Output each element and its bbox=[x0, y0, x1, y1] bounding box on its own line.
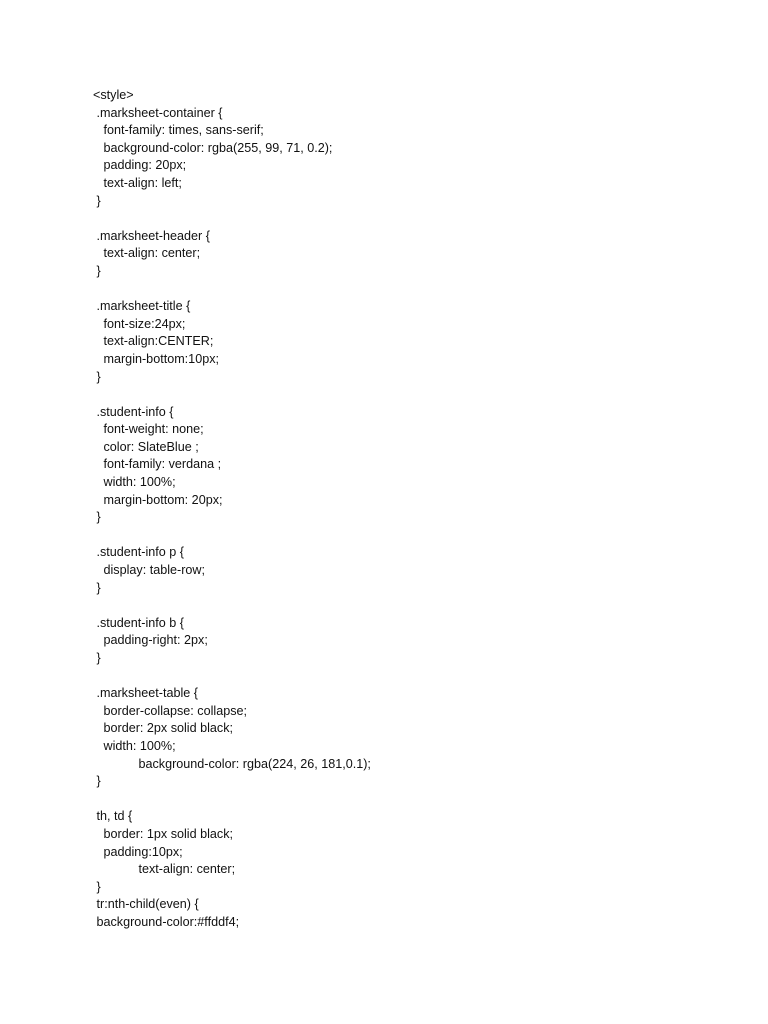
code-line: text-align: center; bbox=[93, 862, 236, 877]
code-line: .marksheet-title { bbox=[93, 299, 191, 314]
code-line: text-align: left; bbox=[93, 175, 182, 190]
code-line: border: 2px solid black; bbox=[93, 721, 234, 736]
code-line: } bbox=[93, 510, 101, 525]
blank-line bbox=[93, 527, 733, 545]
code-line: background-color: rgba(255, 99, 71, 0.2); bbox=[93, 140, 333, 155]
code-line: margin-bottom: 20px; bbox=[93, 492, 223, 507]
code-line: } bbox=[93, 879, 101, 894]
code-line: font-family: verdana ; bbox=[93, 457, 222, 472]
code-line: font-family: times, sans-serif; bbox=[93, 123, 264, 138]
code-line: } bbox=[93, 193, 101, 208]
blank-line bbox=[93, 386, 733, 404]
code-line: border-collapse: collapse; bbox=[93, 703, 248, 718]
blank-line bbox=[93, 791, 733, 809]
code-line: background-color: rgba(224, 26, 181,0.1); bbox=[93, 756, 371, 771]
code-line: <style> bbox=[93, 88, 134, 102]
code-line: background-color:#ffddf4; bbox=[93, 914, 240, 929]
code-line: .student-info b { bbox=[93, 615, 185, 630]
code-line: font-weight: none; bbox=[93, 422, 204, 437]
code-line: text-align:CENTER; bbox=[93, 334, 214, 349]
code-line: margin-bottom:10px; bbox=[93, 351, 219, 366]
code-line: font-size:24px; bbox=[93, 316, 186, 331]
code-line: .student-info { bbox=[93, 404, 174, 419]
code-line: .marksheet-header { bbox=[93, 228, 210, 243]
code-line: } bbox=[93, 263, 101, 278]
code-line: border: 1px solid black; bbox=[93, 826, 234, 841]
code-line: padding-right: 2px; bbox=[93, 633, 208, 648]
code-line: } bbox=[93, 580, 101, 595]
code-line: width: 100%; bbox=[93, 475, 176, 490]
code-line: .marksheet-table { bbox=[93, 686, 198, 701]
code-line: display: table-row; bbox=[93, 563, 205, 578]
code-line: padding: 20px; bbox=[93, 158, 187, 173]
code-line: text-align: center; bbox=[93, 246, 201, 261]
blank-line bbox=[93, 281, 733, 299]
code-line: } bbox=[93, 774, 101, 789]
code-line: width: 100%; bbox=[93, 738, 176, 753]
code-line: tr:nth-child(even) { bbox=[93, 897, 199, 912]
code-line: .student-info p { bbox=[93, 545, 185, 560]
document-body bbox=[93, 87, 733, 932]
blank-line bbox=[93, 597, 733, 615]
code-line: padding:10px; bbox=[93, 844, 183, 859]
code-line: color: SlateBlue ; bbox=[93, 439, 199, 454]
code-line: } bbox=[93, 651, 101, 665]
blank-line bbox=[93, 668, 733, 686]
code-line: } bbox=[93, 369, 101, 384]
blank-line bbox=[93, 210, 733, 228]
code-line: th, td { bbox=[93, 809, 133, 824]
code-line: .marksheet-container { bbox=[93, 105, 223, 120]
